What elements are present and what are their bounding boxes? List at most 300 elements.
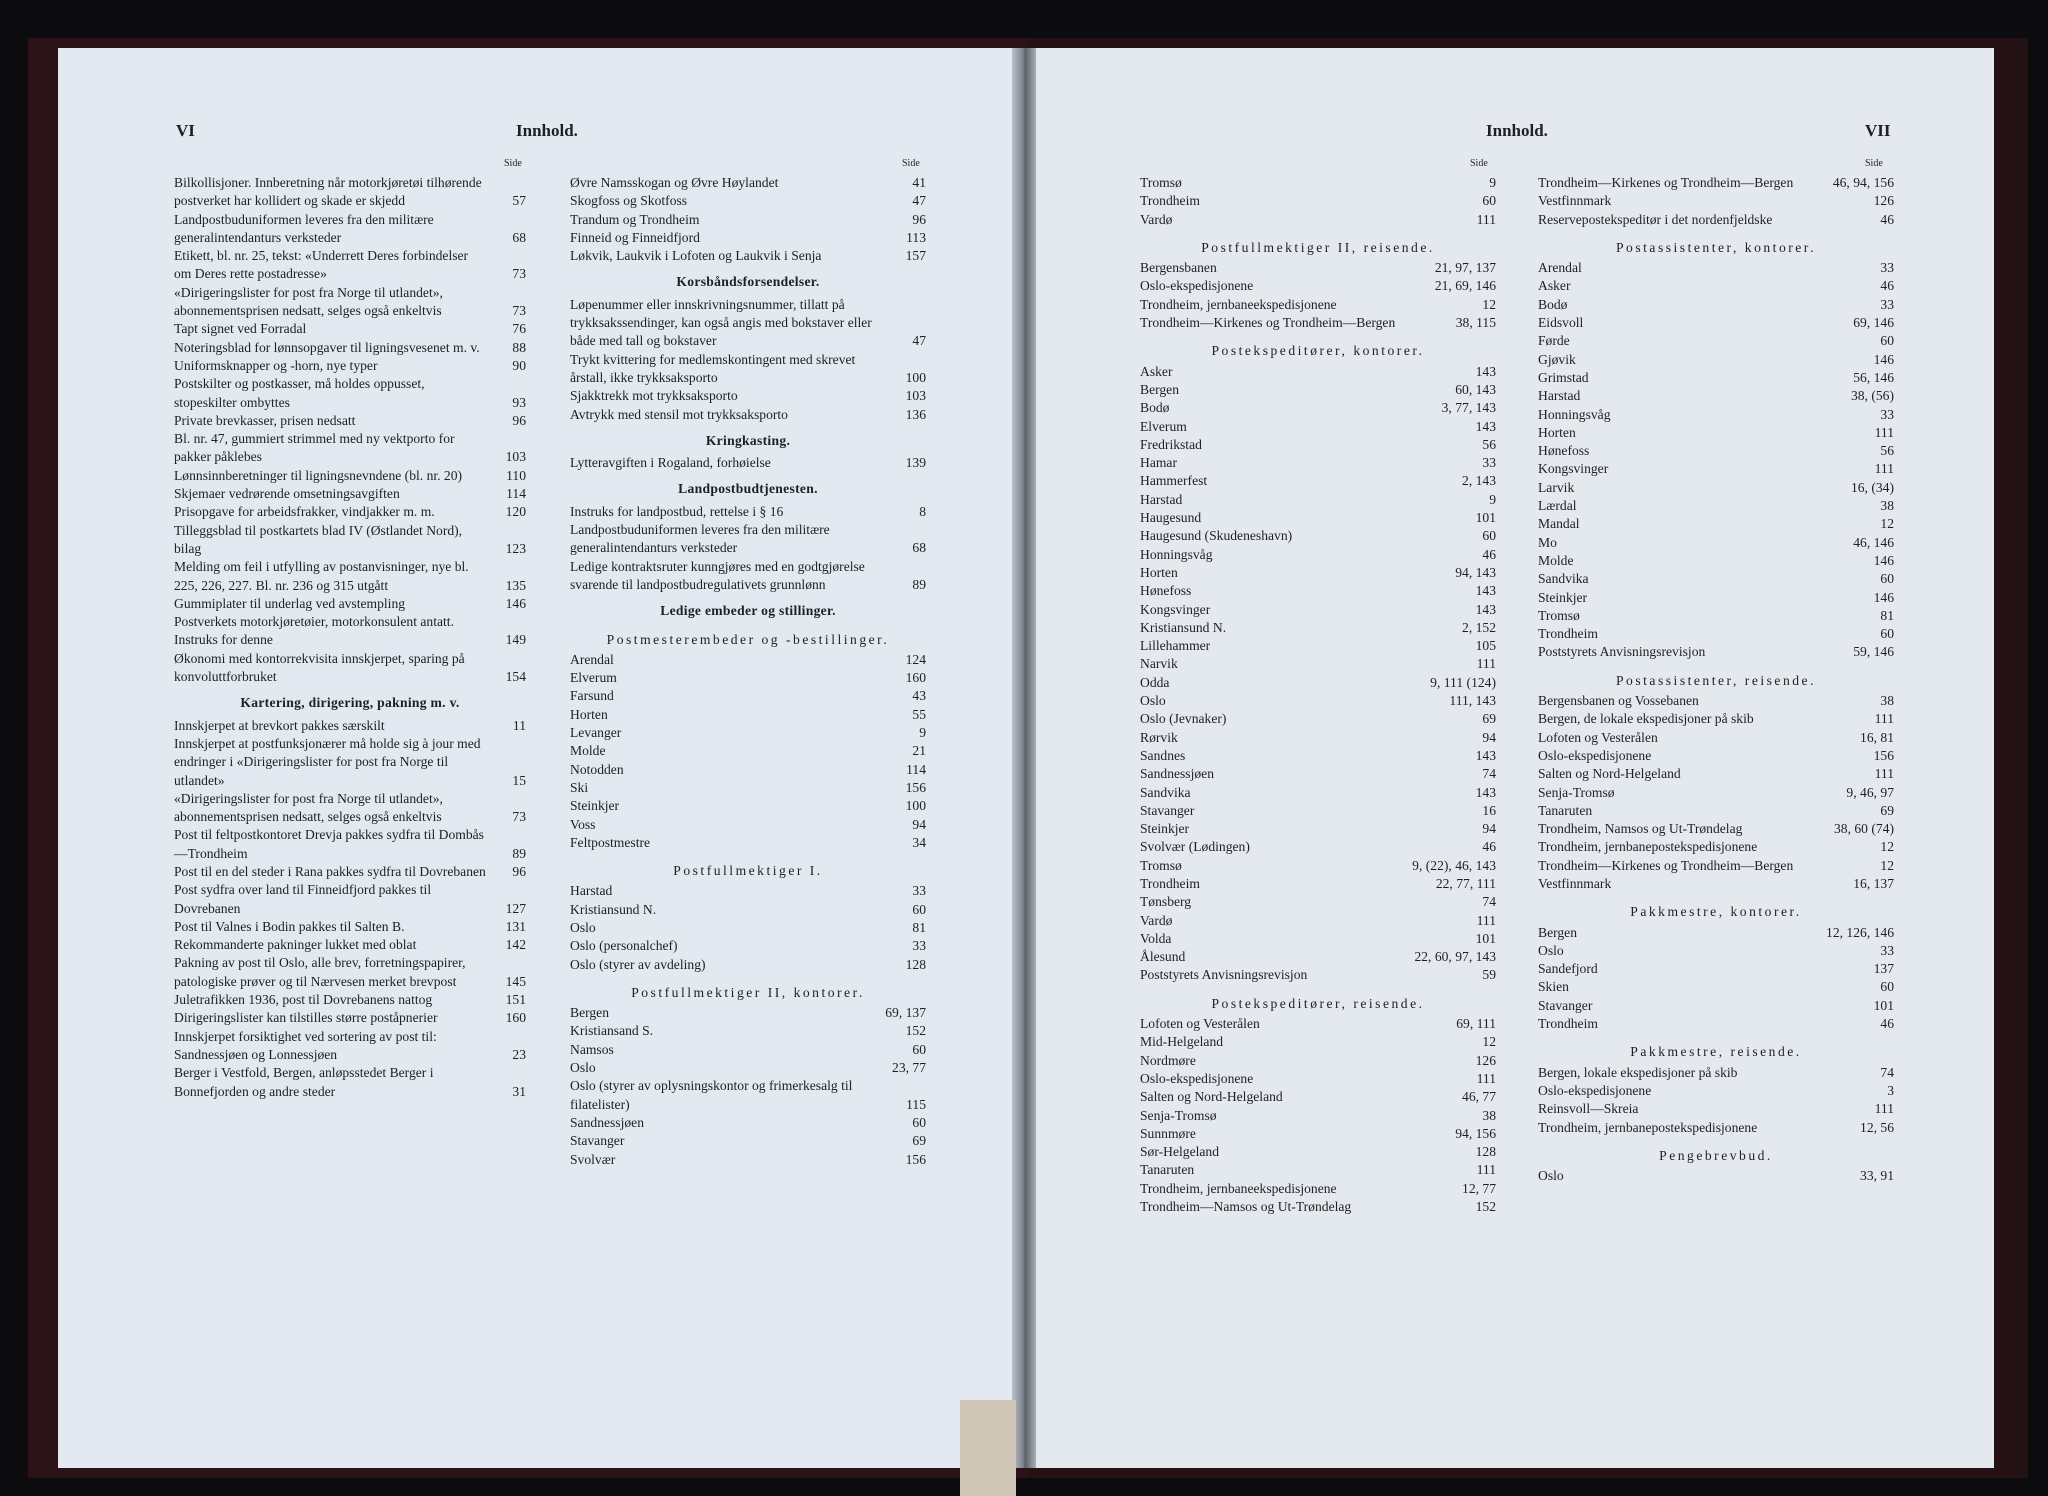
entry-title: Ski [570, 779, 589, 795]
index-entry [1140, 729, 1496, 747]
index-entry [1538, 351, 1894, 369]
section-heading: Landpostbudtjenesten. [678, 481, 818, 497]
index-entry [570, 454, 926, 472]
index-entry [1140, 747, 1496, 765]
entry-title: Haugesund [1140, 510, 1202, 526]
entry-title: Trondheim, Namsos og Ut-Trøndelag [1538, 821, 1743, 837]
index-entry [1538, 857, 1894, 875]
entry-title: Kongsvinger [1140, 601, 1211, 617]
entry-title: Stavanger [570, 1133, 625, 1149]
entry-title: Uniformsknapper og -horn, nye typer [174, 357, 378, 373]
index-entry [1140, 527, 1496, 545]
entry-page-ref: 33 [1880, 296, 1894, 312]
index-entry [1538, 387, 1894, 405]
index-entry [1140, 802, 1496, 820]
index-entry [570, 669, 926, 687]
entry-page-ref: 101 [1873, 997, 1894, 1013]
entry-title: Tanaruten [1140, 1162, 1195, 1178]
index-entry [1538, 625, 1894, 643]
entry-page-ref: 23, 77 [892, 1060, 926, 1076]
entry-title: Etikett, bl. nr. 25, tekst: «Underrett Deres forbindelser om Deres rette postadresse» [174, 248, 469, 282]
index-entry [174, 503, 526, 521]
entry-page-ref: 96 [512, 412, 526, 428]
entry-page-ref: 21, 69, 146 [1434, 278, 1496, 294]
index-entry [1140, 546, 1496, 564]
index-entry [174, 375, 526, 412]
entry-page-ref: 2, 143 [1462, 473, 1496, 489]
index-entry [570, 247, 926, 265]
entry-title: Oslo (styrer av oplysningskontor og frimerkesalg til filatelister) [570, 1078, 853, 1112]
index-entry [1538, 314, 1894, 332]
entry-page-ref: 143 [1475, 784, 1496, 800]
section-heading: Kartering, dirigering, pakning m. v. [240, 695, 460, 711]
index-entry [1140, 418, 1496, 436]
entry-title: Steinkjer [1538, 589, 1588, 605]
entry-title: Salten og Nord-Helgeland [1538, 766, 1681, 782]
index-entry [1538, 460, 1894, 478]
entry-page-ref: 137 [1873, 961, 1894, 977]
entry-page-ref: 38 [1880, 498, 1894, 514]
index-entry [1140, 314, 1496, 332]
index-entry [1140, 381, 1496, 399]
entry-title: Harstad [570, 883, 613, 899]
index-entry [174, 339, 526, 357]
entry-title: Oslo [570, 1060, 596, 1076]
index-entry [570, 1059, 926, 1077]
entry-title: Asker [1538, 278, 1571, 294]
subsection-heading: Pakkmestre, reisende. [1630, 1044, 1802, 1060]
entry-title: Lønnsinnberetninger til ligningsnevndene (bl. nr. 20) [174, 467, 463, 483]
entry-title: Eidsvoll [1538, 315, 1584, 331]
entry-title: Gummiplater til underlag ved avstempling [174, 595, 406, 611]
entry-page-ref: 46 [1482, 839, 1496, 855]
entry-page-ref: 9, 46, 97 [1846, 784, 1894, 800]
index-entry [1538, 369, 1894, 387]
entry-title: Rekommanderte pakninger lukket med oblat [174, 937, 417, 953]
index-entry [570, 1132, 926, 1150]
index-entry [1538, 442, 1894, 460]
entry-title: Oslo (personalchef) [570, 938, 678, 954]
entry-title: Tapt signet ved Forradal [174, 321, 307, 337]
entry-page-ref: 12, 77 [1462, 1180, 1496, 1196]
entry-page-ref: 22, 60, 97, 143 [1414, 949, 1496, 965]
entry-page-ref: 46 [1482, 546, 1496, 562]
entry-title: Bodø [1538, 296, 1568, 312]
entry-title: Mo [1538, 534, 1557, 550]
entry-page-ref: 60 [1880, 333, 1894, 349]
entry-title: Tanaruten [1538, 802, 1593, 818]
entry-title: Sandvika [1140, 784, 1191, 800]
entry-page-ref: 94, 156 [1455, 1125, 1496, 1141]
entry-title: Lærdal [1538, 498, 1577, 514]
entry-title: Hønefoss [1140, 583, 1192, 599]
entry-title: Instruks for landpostbud, rettelse i § 16 [570, 503, 784, 519]
index-entry [570, 1151, 926, 1169]
entry-title: Bergen, lokale ekspedisjoner på skib [1538, 1064, 1738, 1080]
section-heading: Korsbåndsforsendelser. [676, 274, 820, 290]
index-entry [1538, 1167, 1894, 1185]
subsection-heading: Postekspeditører, reisende. [1211, 995, 1425, 1011]
index-entry [1538, 729, 1894, 747]
entry-title: Pakning av post til Oslo, alle brev, forretningspapirer, patologiske prøver og til Nærvesen merket brevpost [174, 955, 466, 989]
entry-page-ref: 16, (34) [1850, 479, 1894, 495]
entry-page-ref: 111 [1476, 1162, 1496, 1178]
index-entry [1140, 948, 1496, 966]
entry-page-ref: 56, 146 [1853, 369, 1894, 385]
index-entry [1538, 211, 1894, 229]
side-label: Side [1865, 158, 1883, 169]
entry-page-ref: 33 [912, 938, 926, 954]
entry-title: Notodden [570, 761, 624, 777]
entry-page-ref: 143 [1475, 601, 1496, 617]
index-entry [174, 613, 526, 650]
index-entry [1538, 1064, 1894, 1082]
entry-title: Sør-Helgeland [1140, 1144, 1220, 1160]
index-entry [174, 881, 526, 918]
index-entry [174, 954, 526, 991]
entry-page-ref: 69 [1482, 711, 1496, 727]
index-entry [174, 595, 526, 613]
entry-title: Trondheim, jernbanepostekspedisjonene [1538, 1119, 1758, 1135]
index-entry [1538, 784, 1894, 802]
entry-title: Bergensbanen [1140, 260, 1217, 276]
entry-title: Sunnmøre [1140, 1125, 1196, 1141]
index-entry [570, 521, 926, 558]
entry-title: Skien [1538, 979, 1569, 995]
entry-title: Oslo-ekspedisjonene [1538, 747, 1652, 763]
index-entry [174, 918, 526, 936]
entry-title: Svolvær [570, 1151, 616, 1167]
entry-page-ref: 101 [1475, 510, 1496, 526]
entry-title: Levanger [570, 725, 622, 741]
page-title-left: Innhold. [516, 121, 578, 140]
entry-title: Asker [1140, 363, 1173, 379]
index-entry [1538, 406, 1894, 424]
entry-title: Tønsberg [1140, 894, 1192, 910]
entry-title: Tromsø [1140, 175, 1182, 190]
entry-title: Odda [1140, 674, 1170, 690]
entry-page-ref: 103 [505, 449, 526, 465]
entry-title: Elverum [570, 670, 617, 686]
entry-page-ref: 88 [512, 339, 526, 355]
entry-page-ref: 3, 77, 143 [1441, 400, 1496, 416]
index-entry [174, 717, 526, 735]
book-spine [1012, 48, 1036, 1468]
index-entry [570, 706, 926, 724]
index-entry [174, 558, 526, 595]
entry-page-ref: 111 [1476, 1070, 1496, 1086]
entry-page-ref: 21 [912, 743, 926, 759]
entry-page-ref: 12 [1482, 296, 1496, 312]
entry-title: Bergen, de lokale ekspedisjoner på skib [1538, 711, 1754, 727]
index-entry [570, 1077, 926, 1114]
index-entry [1140, 1161, 1496, 1179]
index-entry [1538, 424, 1894, 442]
index-entry [570, 742, 926, 760]
index-entry [1538, 960, 1894, 978]
entry-title: Oslo [1538, 1168, 1564, 1184]
index-entry [1140, 582, 1496, 600]
index-entry [1538, 820, 1894, 838]
index-entry [1538, 1100, 1894, 1118]
index-entry [174, 790, 526, 827]
entry-title: Trondheim, jernbanepostekspedisjonene [1538, 839, 1758, 855]
entry-title: Tilleggsblad til postkartets blad IV (Østlandet Nord), bilag [174, 522, 463, 556]
entry-page-ref: 160 [505, 1010, 526, 1026]
subsection-heading: Postassistenter, reisende. [1616, 672, 1816, 688]
entry-page-ref: 146 [1873, 552, 1894, 568]
index-entry [1140, 192, 1496, 210]
index-entry [174, 826, 526, 863]
index-entry [1140, 1088, 1496, 1106]
entry-page-ref: 59 [1482, 967, 1496, 983]
entry-page-ref: 12 [1880, 857, 1894, 873]
index-entry [1140, 1107, 1496, 1125]
side-label: Side [1470, 158, 1488, 169]
entry-title: Lillehammer [1140, 638, 1211, 654]
entry-page-ref: 60 [1482, 528, 1496, 544]
entry-page-ref: 114 [906, 761, 926, 777]
index-entry [570, 174, 926, 192]
entry-page-ref: 123 [505, 540, 526, 556]
index-entry [1538, 534, 1894, 552]
entry-page-ref: 136 [905, 406, 926, 422]
entry-page-ref: 9 [1489, 491, 1496, 507]
entry-title: Vestfinnmark [1538, 875, 1612, 891]
index-entry [1538, 192, 1894, 210]
entry-title: Trondheim, jernbaneekspedisjonene [1140, 296, 1337, 312]
index-entry [1140, 692, 1496, 710]
index-entry [174, 357, 526, 375]
entry-page-ref: 59, 146 [1853, 644, 1894, 660]
entry-title: Innskjerpet forsiktighet ved sortering av post til: Sandnessjøen og Lonnessjøen [174, 1028, 437, 1062]
entry-title: Fredrikstad [1140, 436, 1202, 452]
index-entry [1140, 1143, 1496, 1161]
right-column-1 [1140, 174, 1496, 1216]
index-entry [570, 779, 926, 797]
entry-page-ref: 11 [512, 717, 526, 733]
entry-title: Haugesund (Skudeneshavn) [1140, 528, 1293, 544]
entry-title: Trondheim—Namsos og Ut-Trøndelag [1140, 1199, 1352, 1215]
entry-title: Volda [1140, 930, 1172, 946]
entry-page-ref: 111 [1476, 656, 1496, 672]
index-entry [174, 522, 526, 559]
entry-page-ref: 156 [1873, 747, 1894, 763]
index-entry [1538, 692, 1894, 710]
entry-page-ref: 94 [1482, 729, 1496, 745]
entry-page-ref: 135 [505, 577, 526, 593]
entry-title: Lofoten og Vesterålen [1538, 729, 1658, 745]
subsection-heading: Postassistenter, kontorer. [1615, 239, 1816, 255]
entry-title: Nordmøre [1140, 1052, 1196, 1068]
entry-page-ref: 2, 152 [1462, 619, 1496, 635]
entry-page-ref: 151 [505, 992, 526, 1008]
entry-page-ref: 152 [1475, 1199, 1496, 1215]
entry-title: Mandal [1538, 516, 1580, 532]
entry-title: Molde [570, 743, 606, 759]
index-entry [1140, 912, 1496, 930]
index-entry [174, 430, 526, 467]
entry-title: Kristiansund N. [1140, 619, 1227, 635]
index-entry [1140, 509, 1496, 527]
entry-title: Post til feltpostkontoret Drevja pakkes sydfra til Dombås—Trondheim [174, 827, 484, 861]
entry-page-ref: 74 [1880, 1064, 1894, 1080]
entry-page-ref: 89 [512, 845, 526, 861]
entry-title: Landpostbuduniformen leveres fra den militære generalintendanturs verksteder [174, 211, 434, 245]
entry-title: Hønefoss [1538, 443, 1590, 459]
entry-title: Tromsø [1140, 857, 1182, 873]
entry-page-ref: 16, 81 [1860, 729, 1894, 745]
entry-page-ref: 146 [505, 595, 526, 611]
index-entry [570, 558, 926, 595]
index-entry [570, 387, 926, 405]
entry-page-ref: 111 [1874, 424, 1894, 440]
entry-title: Postverkets motorkjøretøier, motorkonsulent antatt. Instruks for denne [174, 614, 454, 648]
entry-page-ref: 9, (22), 46, 143 [1412, 857, 1496, 873]
entry-page-ref: 100 [905, 798, 926, 814]
entry-page-ref: 46, 94, 156 [1832, 175, 1894, 190]
index-entry [1538, 570, 1894, 588]
bookmark-ribbon [960, 1400, 1016, 1496]
entry-title: Bergen [1140, 381, 1180, 397]
entry-page-ref: 60, 143 [1455, 381, 1496, 397]
index-entry [1140, 296, 1496, 314]
subsection-heading: Postfullmektiger II, kontorer. [631, 984, 865, 1000]
entry-page-ref: 69 [1880, 802, 1894, 818]
index-entry [174, 991, 526, 1009]
entry-title: Bilkollisjoner. Innberetning når motorkjøretøi tilhørende postverket har kollidert og skade er skjedd [174, 175, 482, 209]
entry-page-ref: 60 [912, 1041, 926, 1057]
entry-title: Innskjerpet at postfunksjonærer må holde sig à jour med endringer i «Dirigeringslister for post fra Norge til utlandet» [174, 735, 481, 788]
index-entry [1538, 1015, 1894, 1033]
entry-title: Sandnessjøen [570, 1114, 645, 1130]
entry-title: Lofoten og Vesterålen [1140, 1016, 1260, 1032]
entry-page-ref: 154 [505, 669, 526, 685]
index-entry [1140, 674, 1496, 692]
entry-page-ref: 76 [512, 321, 526, 337]
entry-title: Oslo (Jevnaker) [1140, 711, 1227, 727]
index-entry [174, 412, 526, 430]
entry-page-ref: 69, 137 [885, 1005, 926, 1021]
index-entry [1140, 472, 1496, 490]
index-entry [1538, 497, 1894, 515]
entry-title: Økonomi med kontorrekvisita innskjerpet, sparing på konvoluttforbruket [174, 650, 465, 685]
entry-page-ref: 60 [1482, 193, 1496, 209]
index-entry [1538, 765, 1894, 783]
index-entry [1538, 515, 1894, 533]
index-entry [570, 192, 926, 210]
index-entry [1538, 552, 1894, 570]
entry-page-ref: 160 [905, 670, 926, 686]
index-entry [1538, 589, 1894, 607]
entry-title: Stavanger [1538, 997, 1593, 1013]
entry-page-ref: 38, 60 (74) [1833, 821, 1894, 837]
entry-page-ref: 16 [1482, 802, 1496, 818]
entry-title: Bergensbanen og Vossebanen [1538, 693, 1699, 709]
entry-title: Trondheim [1538, 1016, 1598, 1032]
entry-page-ref: 113 [906, 229, 926, 245]
entry-page-ref: 81 [1880, 607, 1894, 623]
entry-title: Trondheim [1538, 626, 1598, 642]
entry-page-ref: 33, 91 [1860, 1168, 1894, 1184]
entry-page-ref: 128 [1475, 1144, 1496, 1160]
entry-page-ref: 57 [512, 193, 526, 209]
entry-page-ref: 111 [1476, 912, 1496, 928]
entry-title: Oslo-ekspedisjonene [1538, 1082, 1652, 1098]
entry-title: Tromsø [1538, 607, 1580, 623]
entry-title: Vestfinnmark [1538, 193, 1612, 209]
index-entry [1538, 1082, 1894, 1100]
entry-page-ref: 15 [512, 772, 526, 788]
index-entry [1538, 643, 1894, 661]
left-column-1 [174, 174, 526, 1101]
index-entry [570, 882, 926, 900]
entry-title: Avtrykk med stensil mot trykksaksporto [570, 406, 788, 422]
entry-page-ref: 126 [1475, 1052, 1496, 1068]
entry-title: Horten [1140, 564, 1178, 580]
entry-page-ref: 22, 77, 111 [1435, 875, 1496, 891]
entry-page-ref: 12 [1880, 516, 1894, 532]
index-entry [174, 174, 526, 211]
entry-title: Sandnessjøen [1140, 766, 1215, 782]
index-entry [1140, 930, 1496, 948]
entry-page-ref: 21, 97, 137 [1434, 260, 1496, 276]
index-entry [1538, 978, 1894, 996]
entry-page-ref: 143 [1475, 747, 1496, 763]
index-entry [174, 1009, 526, 1027]
entry-title: Finneid og Finneidfjord [570, 229, 700, 245]
index-entry [1538, 924, 1894, 942]
entry-title: Kristiansand S. [570, 1023, 654, 1039]
index-entry [174, 247, 526, 284]
index-entry [1140, 784, 1496, 802]
index-entry [1140, 710, 1496, 728]
entry-page-ref: 73 [512, 266, 526, 282]
subsection-heading: Postfullmektiger I. [673, 863, 823, 879]
index-entry [1538, 277, 1894, 295]
entry-title: Ledige kontraktsruter kunngjøres med en godtgjørelse svarende til landpostbudregulativets grunnlønn [570, 558, 865, 592]
entry-title: Trondheim, jernbaneekspedisjonene [1140, 1180, 1337, 1196]
entry-page-ref: 69, 146 [1853, 315, 1894, 331]
entry-title: Hamar [1140, 455, 1177, 471]
index-entry [570, 724, 926, 742]
entry-page-ref: 46 [1880, 211, 1894, 227]
entry-page-ref: 12, 126, 146 [1826, 924, 1894, 940]
index-entry [570, 211, 926, 229]
index-entry [1140, 491, 1496, 509]
section-heading: Ledige embeder og stillinger. [660, 603, 836, 619]
index-entry [570, 816, 926, 834]
entry-title: Skogfoss og Skotfoss [570, 193, 688, 209]
entry-title: Harstad [1538, 388, 1581, 404]
entry-title: Rørvik [1140, 729, 1178, 745]
entry-title: Lytteravgiften i Rogaland, forhøielse [570, 455, 771, 471]
index-entry [1538, 479, 1894, 497]
entry-title: Private brevkasser, prisen nedsatt [174, 412, 356, 428]
index-entry [1538, 838, 1894, 856]
page-number-right: VII [1865, 121, 1891, 140]
subsection-heading: Pakkmestre, kontorer. [1630, 904, 1802, 920]
entry-title: Kongsvinger [1538, 461, 1609, 477]
index-entry [1538, 997, 1894, 1015]
entry-title: Sjakktrekk mot trykksaksporto [570, 388, 738, 404]
index-entry [570, 687, 926, 705]
left-column-2 [570, 174, 926, 1169]
entry-title: Grimstad [1538, 369, 1589, 385]
index-entry [1538, 174, 1894, 192]
entry-title: «Dirigeringslister for post fra Norge til utlandet», abonnementsprisen nedsatt, selges også enkeltvis [174, 284, 443, 319]
entry-page-ref: 60 [1880, 571, 1894, 587]
